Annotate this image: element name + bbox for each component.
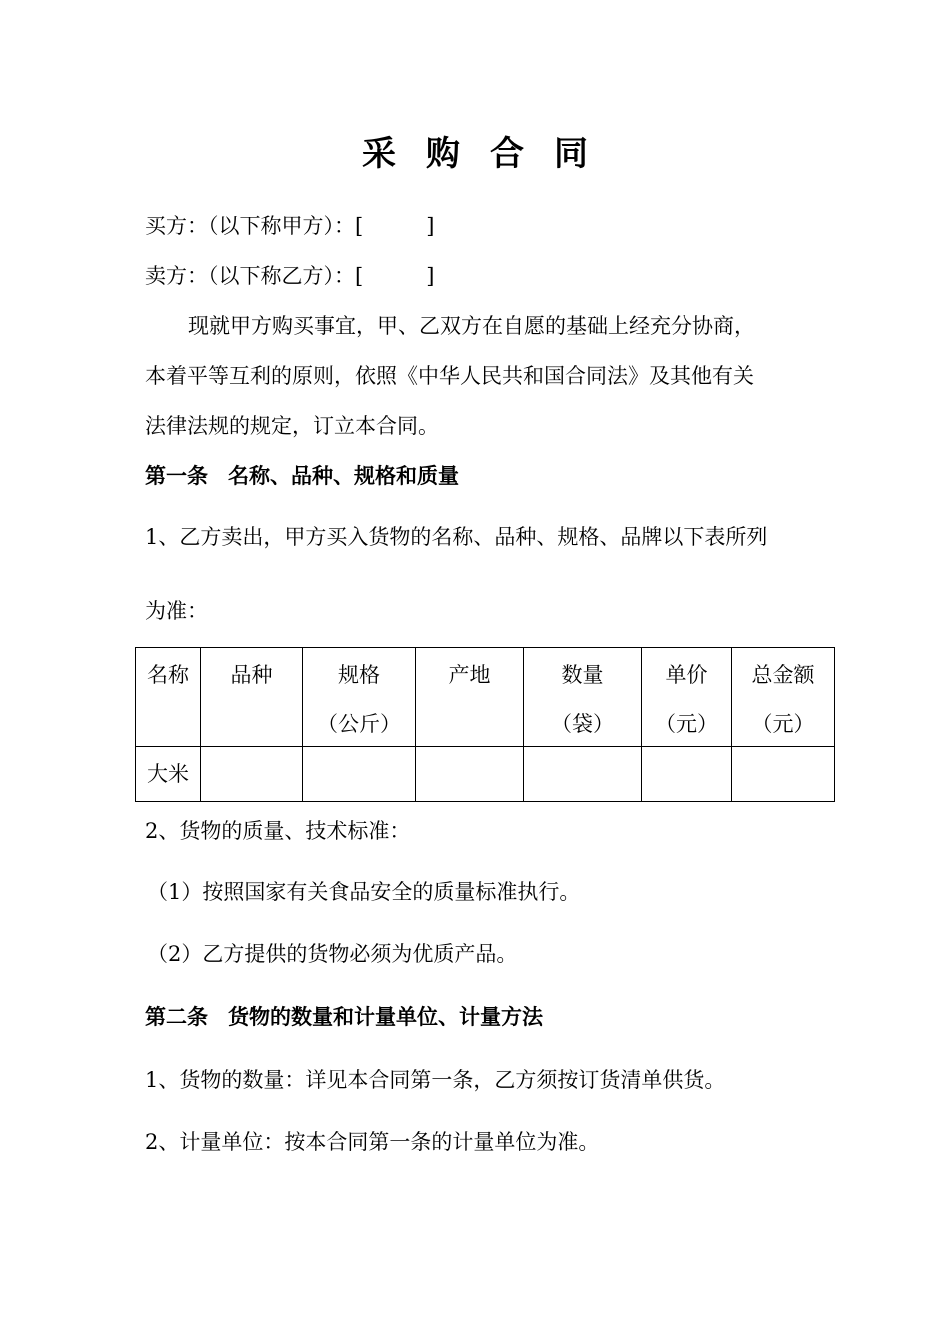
table-row (136, 747, 835, 802)
header-cell-origin: 产地 (416, 648, 524, 747)
article-1-item-2-2: （2）乙方提供的货物必须为优质产品。 (147, 942, 518, 966)
article-2-number: 第二条 (145, 1004, 208, 1029)
article-1-number: 第一条 (145, 463, 208, 488)
intro-line-1: 现就甲方购买事宜，甲、乙双方在自愿的基础上经充分协商， (188, 314, 755, 338)
header-cell-quantity: 数量 （袋） (524, 648, 642, 747)
goods-table (135, 647, 835, 802)
article-1-item-2: 2、货物的质量、技术标准： (145, 819, 411, 843)
table-cell (303, 747, 416, 802)
table-cell (642, 747, 732, 802)
article-2-title: 货物的数量和计量单位、计量方法 (228, 1004, 543, 1029)
article-1-heading (145, 463, 459, 489)
table-cell: 大米 (136, 747, 201, 802)
article-1-item-2-1: （1）按照国家有关食品安全的质量标准执行。 (147, 880, 581, 904)
header-cell-spec: 规格 （公斤） (303, 648, 416, 747)
header-cell-unit-price: 单价 （元） (642, 648, 732, 747)
intro-line-3: 法律法规的规定，订立本合同。 (145, 414, 439, 438)
article-1-item-1-line-2: 为准： (145, 599, 208, 623)
table-header-row (136, 648, 835, 747)
header-cell-total: 总金额 （元） (732, 648, 835, 747)
intro-line-2: 本着平等互利的原则，依照《中华人民共和国合同法》及其他有关 (145, 364, 754, 388)
article-2-item-1: 1、货物的数量：详见本合同第一条，乙方须按订货清单供货。 (145, 1068, 726, 1092)
document-title: 采购合同 (362, 134, 618, 174)
table-cell (732, 747, 835, 802)
header-cell-name: 名称 (136, 648, 201, 747)
buyer-line: 买方：（以下称甲方）：[ ] (145, 214, 435, 238)
table-cell (201, 747, 303, 802)
header-cell-variety: 品种 (201, 648, 303, 747)
table-cell (416, 747, 524, 802)
article-1-title: 名称、品种、规格和质量 (228, 463, 459, 488)
table-cell (524, 747, 642, 802)
article-2-heading (145, 1004, 543, 1030)
seller-line: 卖方：（以下称乙方）：[ ] (145, 264, 435, 288)
article-1-item-1-line-1: 1、乙方卖出，甲方买入货物的名称、品种、规格、品牌以下表所列 (145, 525, 768, 549)
article-2-item-2: 2、计量单位：按本合同第一条的计量单位为准。 (145, 1130, 600, 1154)
